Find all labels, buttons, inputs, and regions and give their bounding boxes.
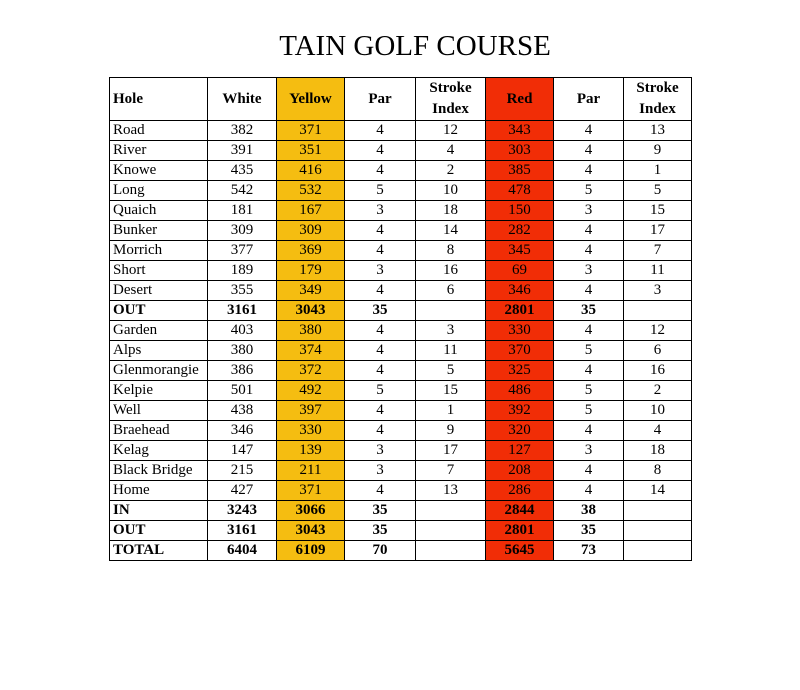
cell-par: 3 — [345, 201, 416, 221]
cell-stroke-index: 3 — [416, 321, 486, 341]
cell-yellow: 6109 — [277, 541, 345, 561]
cell-par-red: 5 — [554, 401, 624, 421]
cell-par: 4 — [345, 421, 416, 441]
cell-par-red: 3 — [554, 201, 624, 221]
cell-stroke-index-red: 13 — [624, 121, 692, 141]
cell-par: 35 — [345, 521, 416, 541]
cell-hole: Morrich — [110, 241, 208, 261]
cell-par-red: 4 — [554, 361, 624, 381]
header-par: Par — [345, 78, 416, 121]
cell-red: 127 — [486, 441, 554, 461]
cell-stroke-index: 16 — [416, 261, 486, 281]
table-row — [110, 241, 692, 261]
cell-stroke-index — [416, 521, 486, 541]
table-row — [110, 141, 692, 161]
cell-red: 2801 — [486, 521, 554, 541]
table-row — [110, 221, 692, 241]
cell-hole: Knowe — [110, 161, 208, 181]
cell-stroke-index-red: 17 — [624, 221, 692, 241]
table-row — [110, 441, 692, 461]
cell-white: 386 — [208, 361, 277, 381]
cell-stroke-index: 5 — [416, 361, 486, 381]
cell-stroke-index: 13 — [416, 481, 486, 501]
cell-stroke-index: 17 — [416, 441, 486, 461]
header-stroke-index-line1: Stroke — [429, 80, 472, 96]
cell-par-red: 4 — [554, 121, 624, 141]
cell-par-red: 4 — [554, 161, 624, 181]
cell-stroke-index: 18 — [416, 201, 486, 221]
cell-stroke-index-red: 9 — [624, 141, 692, 161]
cell-red: 2801 — [486, 301, 554, 321]
cell-stroke-index: 8 — [416, 241, 486, 261]
cell-stroke-index-red: 2 — [624, 381, 692, 401]
cell-yellow: 139 — [277, 441, 345, 461]
header-stroke-index-red — [624, 78, 692, 121]
cell-stroke-index: 4 — [416, 141, 486, 161]
cell-red: 478 — [486, 181, 554, 201]
cell-par: 4 — [345, 281, 416, 301]
cell-red: 392 — [486, 401, 554, 421]
cell-par-red: 35 — [554, 521, 624, 541]
table-row — [110, 541, 692, 561]
scorecard-table — [109, 77, 692, 561]
cell-yellow: 532 — [277, 181, 345, 201]
cell-par: 5 — [345, 181, 416, 201]
table-row — [110, 161, 692, 181]
cell-stroke-index: 7 — [416, 461, 486, 481]
table-row — [110, 121, 692, 141]
header-hole: Hole — [110, 78, 208, 121]
cell-par: 4 — [345, 221, 416, 241]
header-white: White — [208, 78, 277, 121]
cell-white: 438 — [208, 401, 277, 421]
cell-red: 69 — [486, 261, 554, 281]
cell-yellow: 349 — [277, 281, 345, 301]
cell-yellow: 371 — [277, 481, 345, 501]
cell-yellow: 330 — [277, 421, 345, 441]
table-row — [110, 281, 692, 301]
cell-par-red: 4 — [554, 461, 624, 481]
table-row — [110, 401, 692, 421]
cell-hole: Kelag — [110, 441, 208, 461]
cell-stroke-index: 1 — [416, 401, 486, 421]
cell-yellow: 374 — [277, 341, 345, 361]
cell-red: 150 — [486, 201, 554, 221]
cell-red: 486 — [486, 381, 554, 401]
cell-hole: Well — [110, 401, 208, 421]
cell-white: 542 — [208, 181, 277, 201]
cell-hole: Home — [110, 481, 208, 501]
cell-par: 3 — [345, 461, 416, 481]
cell-stroke-index: 10 — [416, 181, 486, 201]
table-row — [110, 261, 692, 281]
cell-hole: Bunker — [110, 221, 208, 241]
cell-white: 380 — [208, 341, 277, 361]
cell-stroke-index: 12 — [416, 121, 486, 141]
cell-white: 403 — [208, 321, 277, 341]
cell-yellow: 179 — [277, 261, 345, 281]
cell-par-red: 4 — [554, 481, 624, 501]
table-row — [110, 201, 692, 221]
cell-par: 5 — [345, 381, 416, 401]
cell-par-red: 4 — [554, 321, 624, 341]
cell-red: 286 — [486, 481, 554, 501]
cell-stroke-index-red: 18 — [624, 441, 692, 461]
cell-yellow: 351 — [277, 141, 345, 161]
cell-stroke-index-red: 16 — [624, 361, 692, 381]
cell-stroke-index: 11 — [416, 341, 486, 361]
cell-par-red: 73 — [554, 541, 624, 561]
table-row — [110, 181, 692, 201]
table-row — [110, 301, 692, 321]
cell-red: 282 — [486, 221, 554, 241]
cell-yellow: 371 — [277, 121, 345, 141]
cell-red: 325 — [486, 361, 554, 381]
cell-red: 345 — [486, 241, 554, 261]
cell-hole: River — [110, 141, 208, 161]
cell-stroke-index-red: 12 — [624, 321, 692, 341]
cell-white: 3161 — [208, 521, 277, 541]
header-stroke-index — [416, 78, 486, 121]
header-par-red: Par — [554, 78, 624, 121]
header-yellow: Yellow — [277, 78, 345, 121]
table-row — [110, 361, 692, 381]
table-row — [110, 481, 692, 501]
cell-yellow: 416 — [277, 161, 345, 181]
cell-stroke-index: 6 — [416, 281, 486, 301]
cell-stroke-index-red: 4 — [624, 421, 692, 441]
cell-par: 3 — [345, 441, 416, 461]
cell-white: 3161 — [208, 301, 277, 321]
table-row — [110, 321, 692, 341]
cell-stroke-index-red: 11 — [624, 261, 692, 281]
cell-white: 309 — [208, 221, 277, 241]
cell-par: 4 — [345, 341, 416, 361]
cell-hole: Road — [110, 121, 208, 141]
cell-white: 189 — [208, 261, 277, 281]
cell-yellow: 211 — [277, 461, 345, 481]
cell-par-red: 3 — [554, 441, 624, 461]
cell-stroke-index-red: 7 — [624, 241, 692, 261]
cell-stroke-index-red: 1 — [624, 161, 692, 181]
cell-hole: Garden — [110, 321, 208, 341]
table-row — [110, 421, 692, 441]
cell-stroke-index: 9 — [416, 421, 486, 441]
cell-par-red: 5 — [554, 381, 624, 401]
cell-white: 147 — [208, 441, 277, 461]
cell-stroke-index-red: 6 — [624, 341, 692, 361]
cell-hole: Short — [110, 261, 208, 281]
cell-par-red: 4 — [554, 281, 624, 301]
cell-red: 303 — [486, 141, 554, 161]
cell-hole: Alps — [110, 341, 208, 361]
cell-white: 501 — [208, 381, 277, 401]
cell-red: 343 — [486, 121, 554, 141]
cell-white: 355 — [208, 281, 277, 301]
cell-red: 346 — [486, 281, 554, 301]
cell-par-red: 35 — [554, 301, 624, 321]
cell-white: 391 — [208, 141, 277, 161]
cell-par: 4 — [345, 321, 416, 341]
cell-par-red: 5 — [554, 341, 624, 361]
cell-yellow: 309 — [277, 221, 345, 241]
cell-stroke-index-red — [624, 501, 692, 521]
cell-stroke-index-red: 14 — [624, 481, 692, 501]
cell-yellow: 3043 — [277, 521, 345, 541]
cell-yellow: 3043 — [277, 301, 345, 321]
cell-white: 3243 — [208, 501, 277, 521]
cell-par: 4 — [345, 161, 416, 181]
cell-hole: Long — [110, 181, 208, 201]
cell-hole: Quaich — [110, 201, 208, 221]
cell-red: 370 — [486, 341, 554, 361]
cell-hole: IN — [110, 501, 208, 521]
cell-stroke-index-red — [624, 301, 692, 321]
cell-par: 3 — [345, 261, 416, 281]
header-row — [110, 78, 692, 121]
cell-par-red: 4 — [554, 421, 624, 441]
cell-white: 181 — [208, 201, 277, 221]
cell-hole: Kelpie — [110, 381, 208, 401]
cell-red: 330 — [486, 321, 554, 341]
cell-stroke-index — [416, 301, 486, 321]
cell-yellow: 369 — [277, 241, 345, 261]
cell-par: 4 — [345, 481, 416, 501]
scorecard-body — [110, 121, 692, 561]
cell-par-red: 4 — [554, 141, 624, 161]
cell-stroke-index-red — [624, 541, 692, 561]
cell-white: 435 — [208, 161, 277, 181]
cell-par: 4 — [345, 141, 416, 161]
cell-par-red: 5 — [554, 181, 624, 201]
cell-par-red: 3 — [554, 261, 624, 281]
cell-white: 346 — [208, 421, 277, 441]
cell-stroke-index-red: 5 — [624, 181, 692, 201]
cell-red: 385 — [486, 161, 554, 181]
cell-stroke-index — [416, 501, 486, 521]
cell-red: 320 — [486, 421, 554, 441]
table-row — [110, 461, 692, 481]
cell-white: 377 — [208, 241, 277, 261]
cell-par: 35 — [345, 301, 416, 321]
cell-stroke-index: 2 — [416, 161, 486, 181]
cell-par: 4 — [345, 121, 416, 141]
cell-red: 5645 — [486, 541, 554, 561]
cell-par-red: 38 — [554, 501, 624, 521]
cell-yellow: 372 — [277, 361, 345, 381]
cell-white: 382 — [208, 121, 277, 141]
header-stroke-index-line2: Index — [432, 101, 469, 117]
table-row — [110, 521, 692, 541]
cell-par: 35 — [345, 501, 416, 521]
cell-par: 4 — [345, 241, 416, 261]
cell-stroke-index: 15 — [416, 381, 486, 401]
cell-par: 4 — [345, 361, 416, 381]
table-row — [110, 341, 692, 361]
cell-white: 215 — [208, 461, 277, 481]
cell-white: 427 — [208, 481, 277, 501]
cell-yellow: 380 — [277, 321, 345, 341]
cell-hole: Glenmorangie — [110, 361, 208, 381]
cell-stroke-index: 14 — [416, 221, 486, 241]
cell-stroke-index-red: 10 — [624, 401, 692, 421]
page-title: TAIN GOLF COURSE — [279, 30, 551, 62]
cell-stroke-index-red: 3 — [624, 281, 692, 301]
cell-white: 6404 — [208, 541, 277, 561]
cell-red: 2844 — [486, 501, 554, 521]
cell-par: 70 — [345, 541, 416, 561]
cell-hole: Desert — [110, 281, 208, 301]
cell-stroke-index — [416, 541, 486, 561]
table-row — [110, 501, 692, 521]
header-red: Red — [486, 78, 554, 121]
cell-yellow: 397 — [277, 401, 345, 421]
cell-par: 4 — [345, 401, 416, 421]
cell-par-red: 4 — [554, 221, 624, 241]
cell-hole: Braehead — [110, 421, 208, 441]
header-stroke-index-red-line2: Index — [639, 101, 676, 117]
cell-hole: OUT — [110, 521, 208, 541]
cell-hole: Black Bridge — [110, 461, 208, 481]
cell-hole: TOTAL — [110, 541, 208, 561]
header-stroke-index-red-line1: Stroke — [636, 80, 679, 96]
cell-red: 208 — [486, 461, 554, 481]
cell-yellow: 3066 — [277, 501, 345, 521]
cell-stroke-index-red: 8 — [624, 461, 692, 481]
cell-yellow: 167 — [277, 201, 345, 221]
cell-hole: OUT — [110, 301, 208, 321]
cell-par-red: 4 — [554, 241, 624, 261]
table-row — [110, 381, 692, 401]
cell-yellow: 492 — [277, 381, 345, 401]
cell-stroke-index-red: 15 — [624, 201, 692, 221]
cell-stroke-index-red — [624, 521, 692, 541]
